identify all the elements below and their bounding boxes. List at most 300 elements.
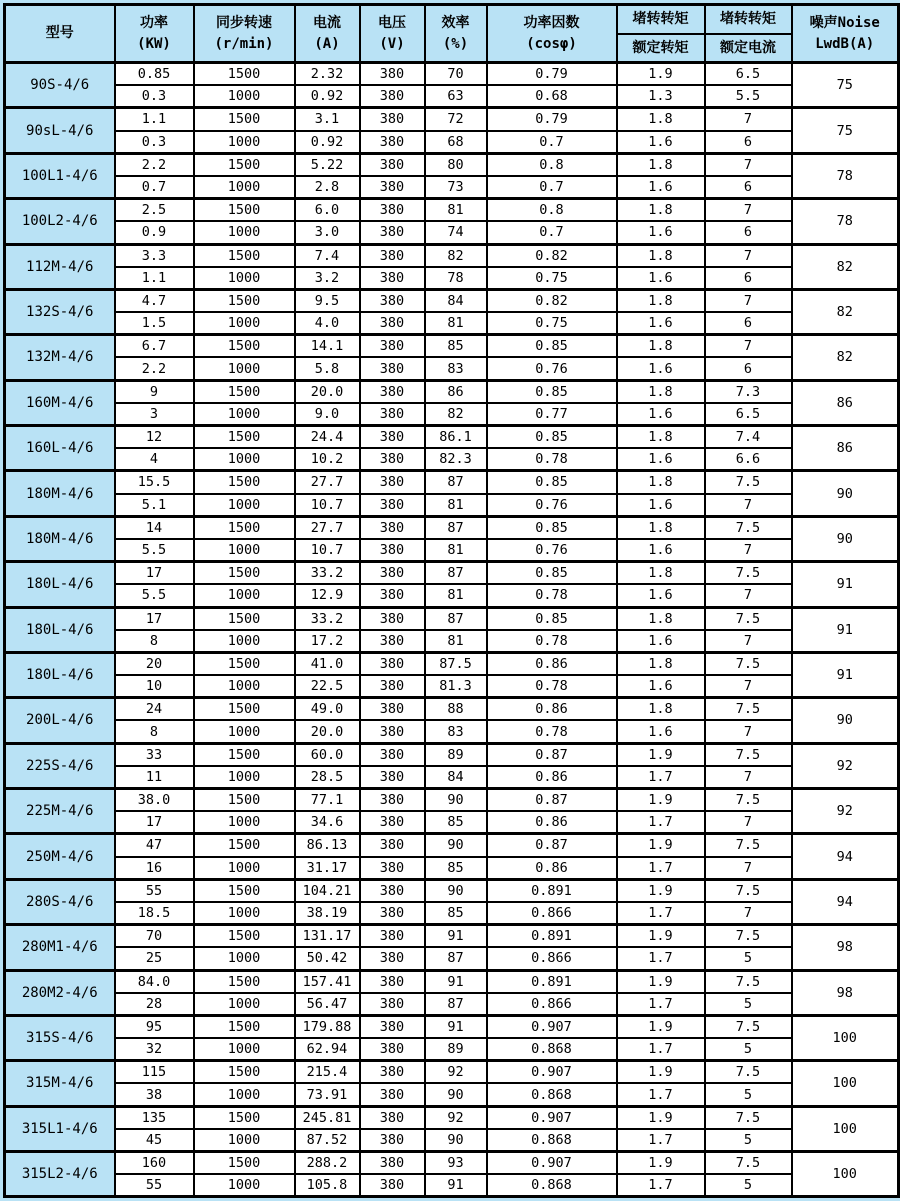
cell-locked_current_ratio: 5 [705, 1174, 792, 1197]
cell-efficiency_pct: 91 [425, 1174, 487, 1197]
cell-speed_rpm: 1000 [194, 947, 295, 970]
cell-current_a: 157.41 [295, 970, 360, 993]
cell-voltage_v: 380 [360, 63, 425, 86]
cell-efficiency_pct: 90 [425, 834, 487, 857]
cell-power_kw: 6.7 [115, 335, 194, 358]
cell-power_kw: 16 [115, 857, 194, 880]
noise-cell: 100 [792, 1106, 899, 1151]
cell-voltage_v: 380 [360, 607, 425, 630]
model-cell: 225M-4/6 [5, 789, 115, 834]
cell-locked_current_ratio: 7.5 [705, 1061, 792, 1084]
cell-locked_torque_ratio: 1.7 [617, 1083, 705, 1106]
cell-speed_rpm: 1000 [194, 85, 295, 108]
cell-power_kw: 135 [115, 1106, 194, 1129]
cell-speed_rpm: 1000 [194, 675, 295, 698]
cell-power_kw: 15.5 [115, 471, 194, 494]
cell-locked_current_ratio: 7 [705, 630, 792, 653]
model-cell: 112M-4/6 [5, 244, 115, 289]
cell-current_a: 22.5 [295, 675, 360, 698]
cell-power_kw: 160 [115, 1152, 194, 1175]
cell-voltage_v: 380 [360, 267, 425, 290]
cell-locked_current_ratio: 7 [705, 244, 792, 267]
cell-speed_rpm: 1000 [194, 357, 295, 380]
cell-current_a: 14.1 [295, 335, 360, 358]
table-row [5, 448, 899, 471]
cell-voltage_v: 380 [360, 970, 425, 993]
cell-current_a: 288.2 [295, 1152, 360, 1175]
cell-power_kw: 84.0 [115, 970, 194, 993]
table-row [5, 403, 899, 426]
cell-locked_torque_ratio: 1.6 [617, 675, 705, 698]
cell-current_a: 27.7 [295, 516, 360, 539]
cell-locked_torque_ratio: 1.8 [617, 607, 705, 630]
cell-efficiency_pct: 70 [425, 63, 487, 86]
cell-locked_torque_ratio: 1.7 [617, 1174, 705, 1197]
cell-current_a: 33.2 [295, 562, 360, 585]
model-cell: 180L-4/6 [5, 562, 115, 607]
cell-speed_rpm: 1000 [194, 766, 295, 789]
cell-power_factor: 0.78 [487, 630, 617, 653]
cell-power_kw: 5.5 [115, 584, 194, 607]
cell-locked_torque_ratio: 1.6 [617, 539, 705, 562]
cell-efficiency_pct: 82.3 [425, 448, 487, 471]
cell-efficiency_pct: 87 [425, 471, 487, 494]
noise-cell: 90 [792, 471, 899, 516]
cell-power_factor: 0.86 [487, 766, 617, 789]
cell-efficiency_pct: 89 [425, 743, 487, 766]
cell-power_factor: 0.868 [487, 1038, 617, 1061]
cell-locked_torque_ratio: 1.9 [617, 925, 705, 948]
cell-speed_rpm: 1500 [194, 1015, 295, 1038]
table-row [5, 1038, 899, 1061]
cell-power_kw: 4 [115, 448, 194, 471]
model-cell: 280M2-4/6 [5, 970, 115, 1015]
cell-speed_rpm: 1000 [194, 267, 295, 290]
cell-efficiency_pct: 84 [425, 289, 487, 312]
cell-current_a: 2.8 [295, 176, 360, 199]
cell-power_factor: 0.68 [487, 85, 617, 108]
cell-voltage_v: 380 [360, 153, 425, 176]
table-row [5, 857, 899, 880]
model-cell: 315M-4/6 [5, 1061, 115, 1106]
header-power-factor: 功率因数 (cosφ) [487, 5, 617, 63]
cell-power_kw: 8 [115, 630, 194, 653]
table-row [5, 970, 899, 993]
cell-power_kw: 55 [115, 879, 194, 902]
cell-power_kw: 17 [115, 562, 194, 585]
cell-voltage_v: 380 [360, 879, 425, 902]
cell-locked_current_ratio: 7.3 [705, 380, 792, 403]
table-row [5, 244, 899, 267]
cell-power_factor: 0.82 [487, 289, 617, 312]
cell-current_a: 41.0 [295, 652, 360, 675]
cell-locked_current_ratio: 6 [705, 131, 792, 154]
cell-speed_rpm: 1000 [194, 403, 295, 426]
cell-current_a: 6.0 [295, 199, 360, 222]
cell-efficiency_pct: 90 [425, 789, 487, 812]
model-cell: 160L-4/6 [5, 426, 115, 471]
cell-current_a: 62.94 [295, 1038, 360, 1061]
cell-speed_rpm: 1000 [194, 221, 295, 244]
cell-efficiency_pct: 78 [425, 267, 487, 290]
cell-locked_current_ratio: 7 [705, 335, 792, 358]
cell-locked_current_ratio: 5 [705, 947, 792, 970]
cell-efficiency_pct: 81 [425, 630, 487, 653]
model-cell: 180L-4/6 [5, 652, 115, 697]
cell-locked_torque_ratio: 1.3 [617, 85, 705, 108]
cell-voltage_v: 380 [360, 584, 425, 607]
noise-cell: 98 [792, 925, 899, 970]
cell-speed_rpm: 1500 [194, 562, 295, 585]
cell-speed_rpm: 1000 [194, 312, 295, 335]
cell-locked_torque_ratio: 1.7 [617, 857, 705, 880]
noise-cell: 78 [792, 153, 899, 198]
cell-locked_torque_ratio: 1.8 [617, 516, 705, 539]
cell-power_kw: 20 [115, 652, 194, 675]
cell-voltage_v: 380 [360, 743, 425, 766]
cell-power_factor: 0.86 [487, 698, 617, 721]
header-efficiency: 效率 (%) [425, 5, 487, 63]
cell-speed_rpm: 1500 [194, 1106, 295, 1129]
cell-locked_torque_ratio: 1.7 [617, 993, 705, 1016]
cell-speed_rpm: 1500 [194, 153, 295, 176]
cell-voltage_v: 380 [360, 1152, 425, 1175]
noise-cell: 94 [792, 879, 899, 924]
cell-power_factor: 0.86 [487, 857, 617, 880]
noise-cell: 82 [792, 244, 899, 289]
cell-power_factor: 0.866 [487, 947, 617, 970]
table-row [5, 426, 899, 449]
cell-voltage_v: 380 [360, 403, 425, 426]
cell-power_kw: 115 [115, 1061, 194, 1084]
cell-efficiency_pct: 83 [425, 720, 487, 743]
cell-efficiency_pct: 87 [425, 516, 487, 539]
cell-current_a: 87.52 [295, 1129, 360, 1152]
cell-speed_rpm: 1000 [194, 1129, 295, 1152]
table-row [5, 698, 899, 721]
cell-locked_torque_ratio: 1.7 [617, 766, 705, 789]
table-row [5, 380, 899, 403]
cell-current_a: 12.9 [295, 584, 360, 607]
cell-locked_current_ratio: 6 [705, 357, 792, 380]
cell-power_factor: 0.82 [487, 244, 617, 267]
cell-voltage_v: 380 [360, 925, 425, 948]
cell-locked_current_ratio: 7 [705, 539, 792, 562]
cell-power_kw: 12 [115, 426, 194, 449]
cell-locked_torque_ratio: 1.9 [617, 970, 705, 993]
noise-cell: 98 [792, 970, 899, 1015]
cell-efficiency_pct: 93 [425, 1152, 487, 1175]
cell-voltage_v: 380 [360, 1174, 425, 1197]
cell-current_a: 33.2 [295, 607, 360, 630]
cell-power_kw: 17 [115, 607, 194, 630]
model-cell: 200L-4/6 [5, 698, 115, 743]
cell-voltage_v: 380 [360, 312, 425, 335]
table-row [5, 221, 899, 244]
cell-power_factor: 0.85 [487, 335, 617, 358]
cell-locked_current_ratio: 6.6 [705, 448, 792, 471]
cell-current_a: 3.0 [295, 221, 360, 244]
cell-speed_rpm: 1000 [194, 1174, 295, 1197]
cell-voltage_v: 380 [360, 857, 425, 880]
noise-cell: 86 [792, 426, 899, 471]
cell-power_kw: 0.3 [115, 85, 194, 108]
model-cell: 132M-4/6 [5, 335, 115, 380]
cell-speed_rpm: 1500 [194, 289, 295, 312]
cell-power_kw: 2.5 [115, 199, 194, 222]
table-row [5, 811, 899, 834]
table-row [5, 562, 899, 585]
cell-locked_current_ratio: 7 [705, 289, 792, 312]
cell-locked_current_ratio: 7.5 [705, 516, 792, 539]
cell-efficiency_pct: 90 [425, 1129, 487, 1152]
cell-power_factor: 0.78 [487, 448, 617, 471]
cell-efficiency_pct: 88 [425, 698, 487, 721]
cell-power_kw: 17 [115, 811, 194, 834]
cell-locked_torque_ratio: 1.7 [617, 902, 705, 925]
header-current: 电流 (A) [295, 5, 360, 63]
cell-speed_rpm: 1000 [194, 539, 295, 562]
cell-power_kw: 0.9 [115, 221, 194, 244]
cell-voltage_v: 380 [360, 426, 425, 449]
cell-power_factor: 0.78 [487, 675, 617, 698]
cell-speed_rpm: 1500 [194, 789, 295, 812]
cell-locked_current_ratio: 7.5 [705, 607, 792, 630]
model-cell: 100L2-4/6 [5, 199, 115, 244]
cell-power_factor: 0.85 [487, 562, 617, 585]
cell-efficiency_pct: 81 [425, 494, 487, 517]
cell-locked_torque_ratio: 1.9 [617, 743, 705, 766]
model-cell: 315L2-4/6 [5, 1152, 115, 1197]
cell-voltage_v: 380 [360, 562, 425, 585]
cell-speed_rpm: 1500 [194, 471, 295, 494]
table-row [5, 925, 899, 948]
cell-current_a: 245.81 [295, 1106, 360, 1129]
cell-locked_torque_ratio: 1.9 [617, 1106, 705, 1129]
cell-power_factor: 0.87 [487, 789, 617, 812]
cell-speed_rpm: 1500 [194, 607, 295, 630]
cell-power_factor: 0.907 [487, 1061, 617, 1084]
table-row [5, 312, 899, 335]
noise-cell: 82 [792, 289, 899, 334]
cell-power_kw: 2.2 [115, 153, 194, 176]
cell-speed_rpm: 1000 [194, 857, 295, 880]
table-row [5, 131, 899, 154]
cell-power_factor: 0.86 [487, 652, 617, 675]
cell-locked_torque_ratio: 1.8 [617, 108, 705, 131]
cell-power_factor: 0.907 [487, 1015, 617, 1038]
cell-power_factor: 0.85 [487, 516, 617, 539]
cell-power_factor: 0.891 [487, 879, 617, 902]
cell-locked_current_ratio: 7.5 [705, 1015, 792, 1038]
cell-voltage_v: 380 [360, 221, 425, 244]
cell-speed_rpm: 1500 [194, 63, 295, 86]
cell-power_factor: 0.7 [487, 131, 617, 154]
cell-voltage_v: 380 [360, 1061, 425, 1084]
table-row [5, 335, 899, 358]
cell-current_a: 24.4 [295, 426, 360, 449]
cell-locked_current_ratio: 7 [705, 584, 792, 607]
cell-voltage_v: 380 [360, 199, 425, 222]
cell-efficiency_pct: 87 [425, 993, 487, 1016]
cell-power_factor: 0.85 [487, 607, 617, 630]
table-row [5, 1174, 899, 1197]
table-row [5, 471, 899, 494]
cell-speed_rpm: 1000 [194, 176, 295, 199]
cell-power_factor: 0.891 [487, 925, 617, 948]
cell-power_kw: 38.0 [115, 789, 194, 812]
cell-current_a: 3.1 [295, 108, 360, 131]
table-row [5, 1015, 899, 1038]
table-row [5, 176, 899, 199]
cell-locked_current_ratio: 7.5 [705, 789, 792, 812]
cell-locked_torque_ratio: 1.9 [617, 834, 705, 857]
cell-efficiency_pct: 83 [425, 357, 487, 380]
cell-power_factor: 0.85 [487, 471, 617, 494]
cell-power_factor: 0.76 [487, 539, 617, 562]
cell-power_factor: 0.78 [487, 584, 617, 607]
cell-locked_current_ratio: 7 [705, 199, 792, 222]
cell-locked_torque_ratio: 1.8 [617, 244, 705, 267]
cell-efficiency_pct: 91 [425, 970, 487, 993]
cell-power_kw: 5.5 [115, 539, 194, 562]
cell-power_factor: 0.87 [487, 743, 617, 766]
cell-voltage_v: 380 [360, 1038, 425, 1061]
model-cell: 180M-4/6 [5, 516, 115, 561]
cell-current_a: 179.88 [295, 1015, 360, 1038]
cell-efficiency_pct: 92 [425, 1106, 487, 1129]
noise-cell: 100 [792, 1015, 899, 1060]
cell-locked_current_ratio: 7.5 [705, 970, 792, 993]
cell-speed_rpm: 1500 [194, 516, 295, 539]
cell-speed_rpm: 1500 [194, 925, 295, 948]
cell-locked_current_ratio: 7.5 [705, 925, 792, 948]
cell-voltage_v: 380 [360, 766, 425, 789]
cell-voltage_v: 380 [360, 176, 425, 199]
cell-locked_torque_ratio: 1.8 [617, 652, 705, 675]
cell-power_factor: 0.76 [487, 494, 617, 517]
cell-efficiency_pct: 82 [425, 244, 487, 267]
cell-current_a: 3.2 [295, 267, 360, 290]
cell-current_a: 34.6 [295, 811, 360, 834]
cell-power_factor: 0.78 [487, 720, 617, 743]
noise-cell: 91 [792, 562, 899, 607]
cell-locked_torque_ratio: 1.6 [617, 176, 705, 199]
cell-power_factor: 0.86 [487, 811, 617, 834]
cell-power_kw: 70 [115, 925, 194, 948]
cell-locked_torque_ratio: 1.7 [617, 811, 705, 834]
cell-speed_rpm: 1500 [194, 970, 295, 993]
table-row [5, 85, 899, 108]
model-cell: 280S-4/6 [5, 879, 115, 924]
cell-locked_current_ratio: 7.4 [705, 426, 792, 449]
cell-efficiency_pct: 87.5 [425, 652, 487, 675]
table-row [5, 108, 899, 131]
noise-cell: 90 [792, 516, 899, 561]
cell-locked_torque_ratio: 1.8 [617, 471, 705, 494]
cell-locked_torque_ratio: 1.7 [617, 1038, 705, 1061]
cell-power_kw: 45 [115, 1129, 194, 1152]
cell-current_a: 5.8 [295, 357, 360, 380]
cell-locked_current_ratio: 7 [705, 857, 792, 880]
cell-current_a: 27.7 [295, 471, 360, 494]
cell-power_factor: 0.8 [487, 199, 617, 222]
cell-current_a: 9.0 [295, 403, 360, 426]
cell-locked_torque_ratio: 1.6 [617, 720, 705, 743]
table-header [5, 5, 899, 63]
cell-power_factor: 0.85 [487, 426, 617, 449]
cell-power_factor: 0.868 [487, 1129, 617, 1152]
cell-efficiency_pct: 68 [425, 131, 487, 154]
cell-locked_current_ratio: 5 [705, 1129, 792, 1152]
cell-current_a: 131.17 [295, 925, 360, 948]
cell-voltage_v: 380 [360, 675, 425, 698]
table-row [5, 766, 899, 789]
cell-current_a: 0.92 [295, 131, 360, 154]
cell-current_a: 38.19 [295, 902, 360, 925]
cell-power_factor: 0.79 [487, 63, 617, 86]
table-row [5, 584, 899, 607]
cell-power_kw: 3 [115, 403, 194, 426]
table-row [5, 789, 899, 812]
cell-speed_rpm: 1000 [194, 720, 295, 743]
cell-efficiency_pct: 80 [425, 153, 487, 176]
cell-power_kw: 0.85 [115, 63, 194, 86]
cell-voltage_v: 380 [360, 539, 425, 562]
cell-voltage_v: 380 [360, 698, 425, 721]
cell-power_factor: 0.85 [487, 380, 617, 403]
cell-locked_torque_ratio: 1.8 [617, 153, 705, 176]
model-cell: 250M-4/6 [5, 834, 115, 879]
cell-efficiency_pct: 85 [425, 857, 487, 880]
cell-locked_torque_ratio: 1.9 [617, 879, 705, 902]
cell-efficiency_pct: 81 [425, 312, 487, 335]
table-row [5, 630, 899, 653]
cell-locked_torque_ratio: 1.9 [617, 789, 705, 812]
cell-current_a: 86.13 [295, 834, 360, 857]
cell-locked_current_ratio: 7 [705, 494, 792, 517]
model-cell: 90sL-4/6 [5, 108, 115, 153]
cell-speed_rpm: 1000 [194, 811, 295, 834]
cell-locked_current_ratio: 7.5 [705, 562, 792, 585]
header-locked-rotor-current: 堵转转矩 额定电流 [705, 5, 792, 63]
cell-power_kw: 24 [115, 698, 194, 721]
cell-efficiency_pct: 85 [425, 335, 487, 358]
cell-locked_torque_ratio: 1.8 [617, 289, 705, 312]
model-cell: 180L-4/6 [5, 607, 115, 652]
cell-voltage_v: 380 [360, 789, 425, 812]
table-row [5, 267, 899, 290]
cell-voltage_v: 380 [360, 131, 425, 154]
cell-locked_current_ratio: 6 [705, 267, 792, 290]
cell-power_kw: 0.7 [115, 176, 194, 199]
table-row [5, 879, 899, 902]
table-row [5, 720, 899, 743]
noise-cell: 75 [792, 108, 899, 153]
cell-locked_current_ratio: 7.5 [705, 879, 792, 902]
cell-efficiency_pct: 72 [425, 108, 487, 131]
cell-speed_rpm: 1500 [194, 244, 295, 267]
cell-current_a: 60.0 [295, 743, 360, 766]
cell-voltage_v: 380 [360, 1015, 425, 1038]
table-body [5, 63, 899, 1197]
cell-speed_rpm: 1000 [194, 1038, 295, 1061]
cell-voltage_v: 380 [360, 902, 425, 925]
cell-efficiency_pct: 85 [425, 811, 487, 834]
cell-speed_rpm: 1500 [194, 743, 295, 766]
table-row [5, 539, 899, 562]
cell-current_a: 28.5 [295, 766, 360, 789]
